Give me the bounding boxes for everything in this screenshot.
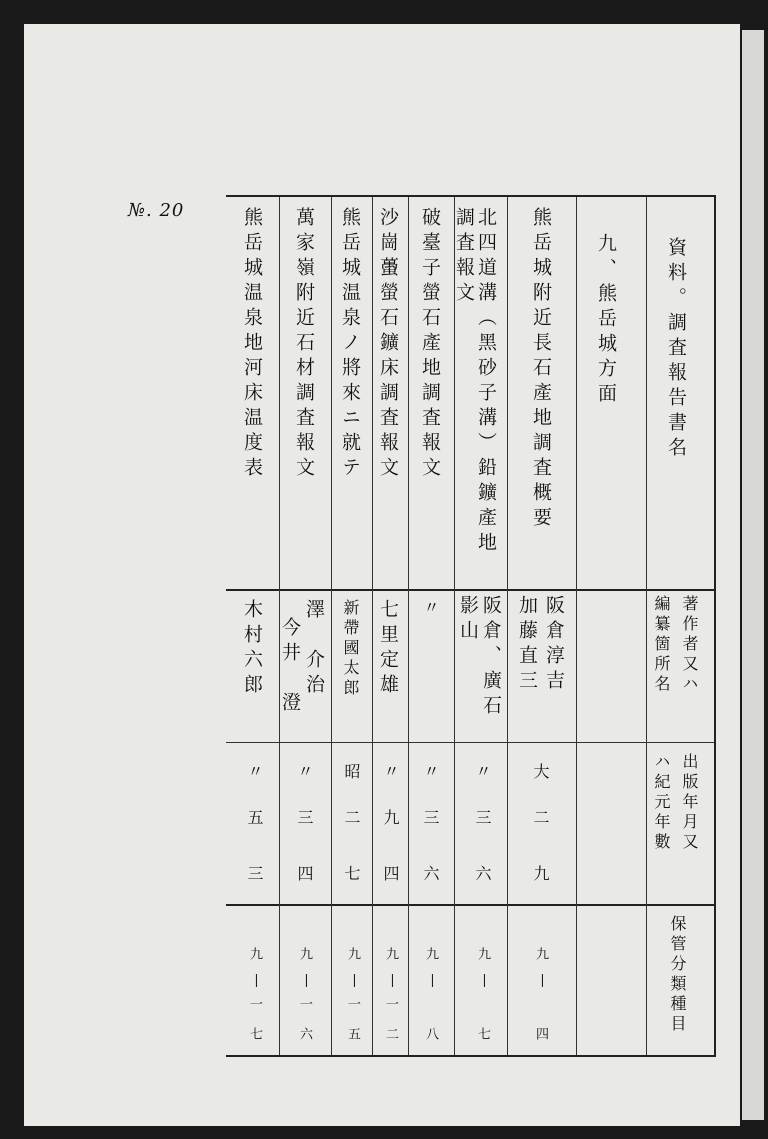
row2-author-b: 影山 — [457, 595, 479, 645]
column-line-3 — [408, 197, 409, 1055]
row1-year: 二 — [531, 809, 550, 829]
header-date-2: ハ紀元年數 — [652, 753, 671, 853]
row7-author: 木村六郎 — [241, 599, 263, 699]
row5-class-d: 五 — [345, 1027, 360, 1042]
document-number: №. 20 — [128, 200, 185, 221]
header-date-1: 出版年月又 — [680, 753, 699, 853]
row4-author: 七里定雄 — [377, 599, 399, 699]
row6-class-b: | — [299, 973, 314, 990]
row1-title: 熊岳城附近長石產地調査概要 — [530, 207, 552, 532]
row3-era: 〃 — [421, 763, 440, 783]
row1-era: 大 — [531, 763, 550, 783]
row-divider-author — [226, 589, 714, 591]
header-title: 資料。調査報告書名 — [665, 237, 687, 462]
row6-author-a: 澤 介治 — [303, 599, 325, 699]
row6-title: 萬家嶺附近石材調査報文 — [293, 207, 315, 482]
row4-month: 四 — [381, 865, 400, 885]
row1-class-c: 四 — [533, 1027, 548, 1042]
row7-year: 五 — [245, 809, 264, 829]
row-divider-date — [226, 742, 714, 743]
row7-class-c: 一 — [247, 997, 262, 1012]
row-divider-class — [226, 904, 714, 906]
row1-class-a: 九 — [533, 947, 548, 962]
row3-title: 破臺子螢石產地調査報文 — [419, 207, 441, 482]
row3-class-c: 八 — [423, 1027, 438, 1042]
column-line-1 — [507, 197, 508, 1055]
section-title: 九、熊岳城方面 — [595, 233, 617, 408]
row6-class-c: 一 — [297, 997, 312, 1012]
header-column-line — [646, 197, 647, 1055]
column-line-4 — [372, 197, 373, 1055]
row1-author-b: 加藤直三 — [516, 595, 538, 695]
row7-era: 〃 — [245, 763, 264, 783]
row4-year: 九 — [381, 809, 400, 829]
row7-class-d: 七 — [247, 1027, 262, 1042]
row2-month: 六 — [473, 865, 492, 885]
next-page-edge — [742, 30, 764, 1120]
row5-class-b: | — [347, 973, 362, 990]
header-class: 保管分類種目 — [668, 915, 687, 1035]
row5-class-c: 一 — [345, 997, 360, 1012]
row3-month: 六 — [421, 865, 440, 885]
row5-year: 二 — [342, 809, 361, 829]
row3-year: 三 — [421, 809, 440, 829]
row1-month: 九 — [531, 865, 550, 885]
row4-class-b: | — [385, 973, 400, 990]
row1-author-a: 阪倉淳吉 — [543, 595, 565, 695]
row2-class-c: 七 — [475, 1027, 490, 1042]
row4-class-a: 九 — [383, 947, 398, 962]
row2-author-a: 阪倉、廣石 — [480, 595, 502, 720]
row5-author: 新帶國太郎 — [341, 599, 360, 699]
row2-title-a: 北四道溝（黑砂子溝）鉛鑛產地 — [475, 207, 497, 557]
row2-class-b: | — [477, 973, 492, 990]
row2-era: 〃 — [473, 763, 492, 783]
row2-year: 三 — [473, 809, 492, 829]
row1-class-b: | — [535, 973, 550, 990]
row7-class-a: 九 — [247, 947, 262, 962]
row6-class-d: 六 — [297, 1027, 312, 1042]
section-column-line — [576, 197, 577, 1055]
row5-era: 昭 — [342, 763, 361, 783]
row4-era: 〃 — [381, 763, 400, 783]
row6-era: 〃 — [295, 763, 314, 783]
row3-class-b: | — [425, 973, 440, 990]
header-author-2: 編纂箇所名 — [652, 595, 671, 695]
row2-class-a: 九 — [475, 947, 490, 962]
row2-title-b: 調査報文 — [453, 207, 475, 307]
row4-class-c: 一 — [383, 997, 398, 1012]
row7-month: 三 — [245, 865, 264, 885]
column-line-2 — [454, 197, 455, 1055]
row5-class-a: 九 — [345, 947, 360, 962]
row3-class-a: 九 — [423, 947, 438, 962]
column-line-5 — [331, 197, 332, 1055]
header-author-1: 著作者又ハ — [680, 595, 699, 695]
row5-month: 七 — [342, 865, 361, 885]
row5-title: 熊岳城温泉ノ將來ニ就テ — [339, 207, 361, 482]
row7-title: 熊岳城温泉地河床温度表 — [241, 207, 263, 482]
row6-author-b: 今井 澄 — [279, 617, 301, 717]
row4-class-d: 二 — [383, 1027, 398, 1042]
report-table — [226, 195, 716, 1057]
row4-title: 沙崗蠆螢石鑛床調査報文 — [377, 207, 399, 482]
row6-month: 四 — [295, 865, 314, 885]
row6-class-a: 九 — [297, 947, 312, 962]
row3-author: 〃 — [421, 599, 440, 619]
row6-year: 三 — [295, 809, 314, 829]
row7-class-b: | — [249, 973, 264, 990]
